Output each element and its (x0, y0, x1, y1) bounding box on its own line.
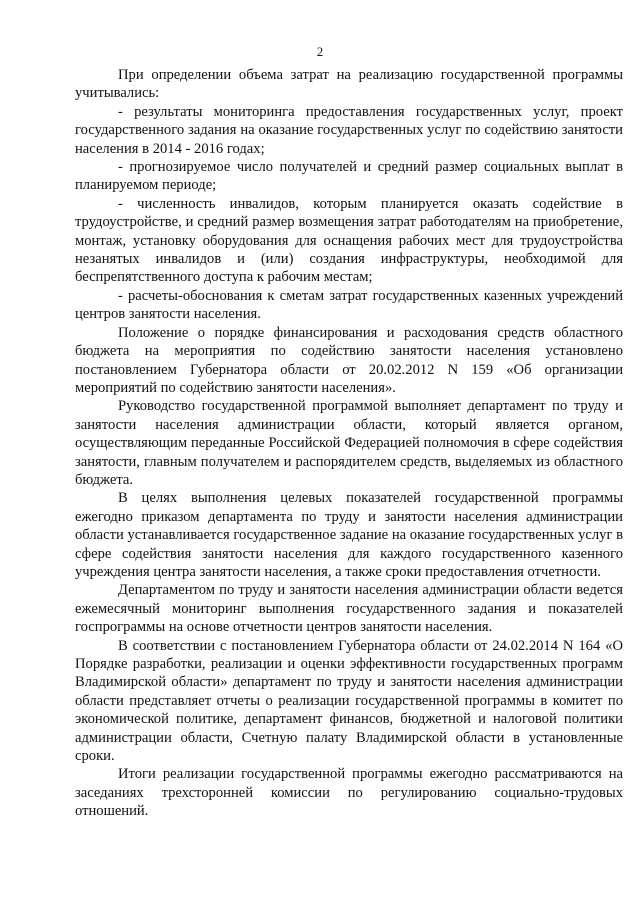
paragraph-financing: Положение о порядке финансирования и расходования средств областного бюджета на мероприятия по содействию занятости населения установлено постановлением Губернатора области от 20.02.2012 N 159 «Об организации мероприятий по содействию занятости населения». (75, 324, 623, 396)
paragraph-reporting: В соответствии с постановлением Губернатора области от 24.02.2014 N 164 «О Порядке разработки, реализации и оценки эффективности государственных программ Владимирской области» департамент по труду и занятости населения администрации области представляет отчеты о реализации государственной программы в комитет по экономической политике, департамент финансов, бюджетной и налоговой политики администрации области, Счетную палату Владимирской области в установленные сроки. (75, 637, 623, 765)
paragraph-results: Итоги реализации государственной программы ежегодно рассматриваются на заседаниях трехсторонней комиссии по регулированию социально-трудовых отношений. (75, 766, 623, 820)
list-item-disabled: - численность инвалидов, которым планируется оказать содействие в трудоустройстве, и средний размер возмещения затрат работодателям на приобретение, монтаж, установку оборудования для оснащения рабочих мест для трудоустройства незанятых инвалидов и (или) создания инфраструктуры, необходимой для беспрепятственного доступа к рабочим местам; (75, 195, 623, 286)
paragraph-targets: В целях выполнения целевых показателей государственной программы ежегодно приказом департамента по труду и занятости населения администрации области устанавливается государственное задание на оказание государственных услуг в сфере содействия занятости населения для каждого государственного казенного учреждения центра занятости населения, а также сроки предоставления отчетности. (75, 490, 623, 580)
list-item-forecast: - прогнозируемое число получателей и средний размер социальных выплат в планируемом периоде; (75, 159, 623, 194)
paragraph-monitoring: Департаментом по труду и занятости населения администрации области ведется ежемесячный мониторинг выполнения государственного задания и показателей госпрограммы на основе отчетности центров занятости населения. (75, 582, 623, 636)
paragraph-intro: При определении объема затрат на реализацию государственной программы учитывались: (75, 67, 623, 102)
page-number: 2 (316, 44, 324, 59)
paragraph-management: Руководство государственной программой выполняет департамент по труду и занятости населения администрации области, который является органом, осуществляющим переданные Российской Федерацией полномочия в сфере содействия занятости, главным получателем и распорядителем средств, выделяемых из областного бюджета. (75, 398, 623, 488)
list-item-estimates: - расчеты-обоснования к сметам затрат государственных казенных учреждений центров занятости населения. (75, 287, 623, 323)
document-body (75, 66, 623, 821)
list-item-monitoring: - результаты мониторинга предоставления государственных услуг, проект государственного задания на оказание государственных услуг по содействию занятости населения в 2014 - 2016 годах; (75, 103, 623, 157)
